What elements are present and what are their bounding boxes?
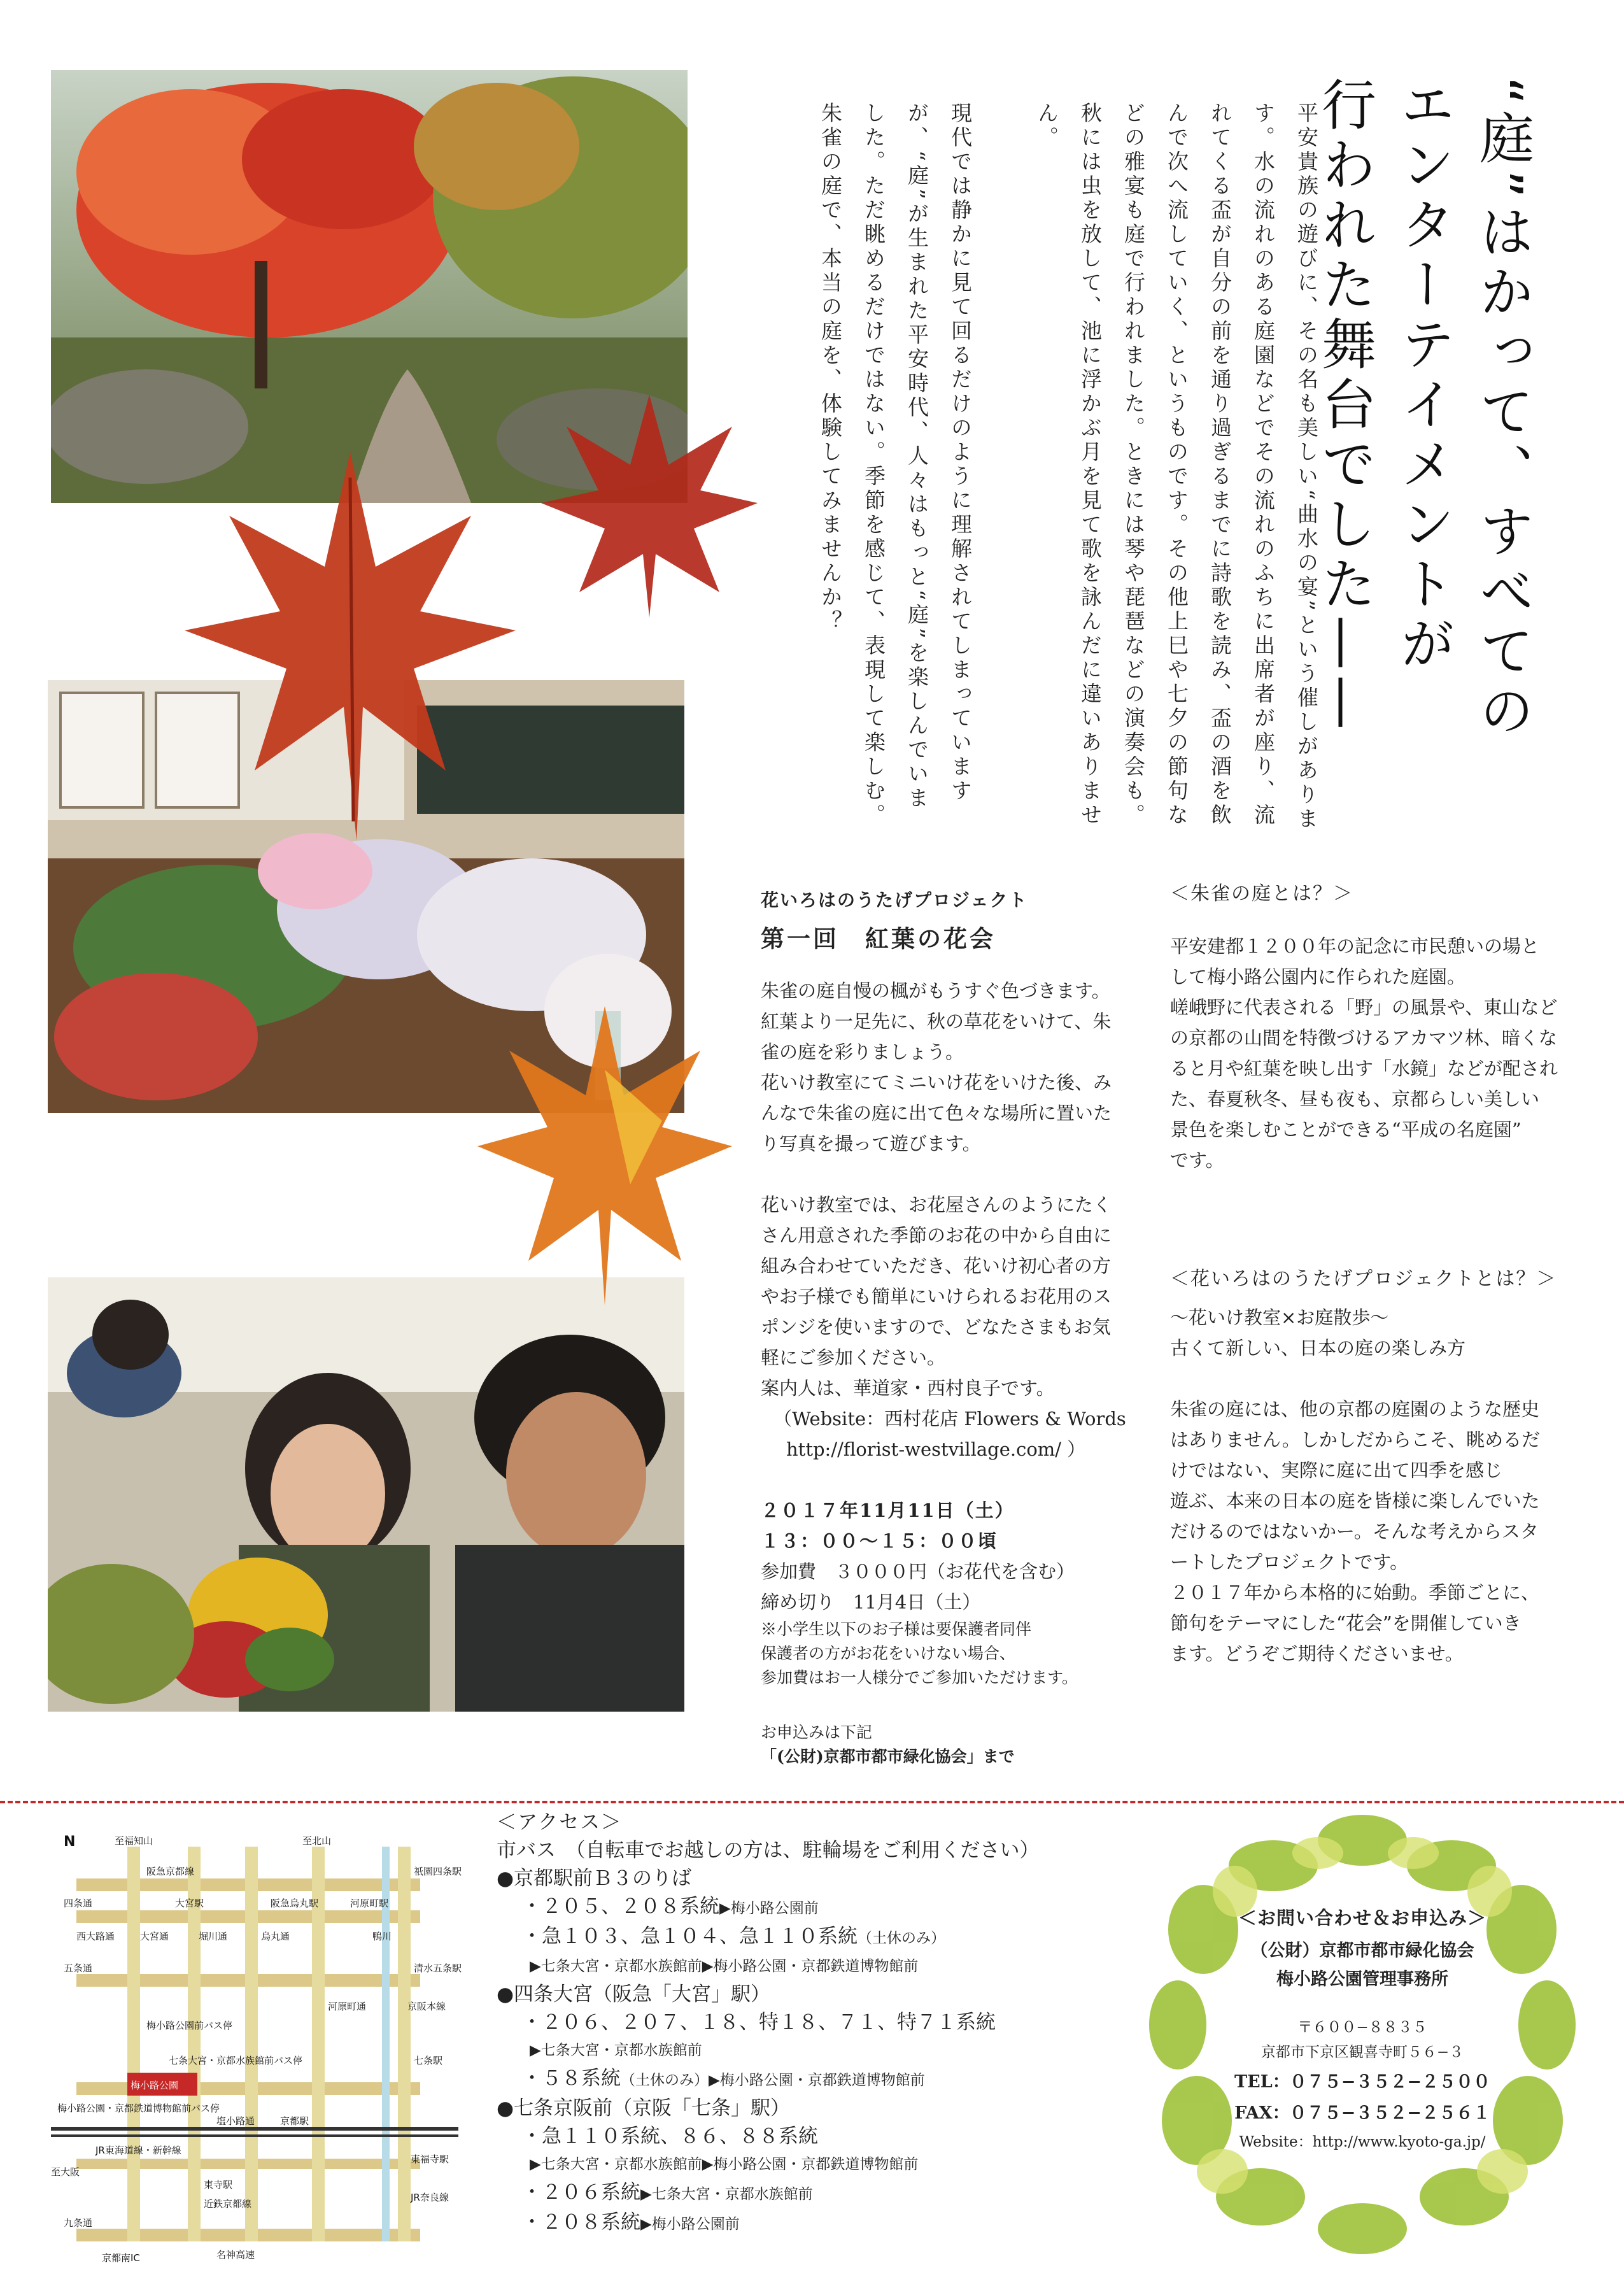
event-desc-line: 朱雀の庭自慢の楓がもうすぐ色づきます。 (761, 980, 1110, 1002)
map-label: 梅小路公園・京都鉄道博物館前バス停 (57, 2103, 220, 2114)
suzaku-line: です。 (1170, 1149, 1224, 1171)
map-label: 七条駅 (414, 2055, 443, 2066)
map-label: 大宮通 (140, 1931, 169, 1942)
flower-arranging-people-photo (48, 1277, 684, 1712)
event-time: １３：００〜１５：００頃 (761, 1530, 998, 1552)
route-list: ・５８系統 (522, 2067, 621, 2090)
headline-line-3: 行われた舞台でした—— (1312, 76, 1376, 735)
route-dest: ▶七条大宮・京都水族館前 (530, 2042, 702, 2059)
contact-fax: FAX：０７５−３５２−２５６１ (1234, 2103, 1490, 2123)
intro-text (808, 102, 1328, 834)
map-label: 清水五条駅 (414, 1963, 462, 1974)
suzaku-line: た、春夏秋冬、昼も夜も、京都らしい美しい (1170, 1088, 1540, 1110)
bus-stop-2: ●四条大宮（阪急「大宮」駅） (497, 1983, 771, 2006)
map-label: 京都駅 (280, 2115, 309, 2127)
access-heading: ＜アクセス＞ (497, 1811, 623, 1834)
headline (1304, 76, 1541, 853)
route-list: ・２０６、２０７、１８、特１８、７１、特７１系統 (522, 2011, 996, 2034)
maple-leaf-icon (535, 382, 764, 624)
map-label: 四条通 (64, 1898, 93, 1909)
map-label: 至福知山 (115, 1835, 153, 1847)
map-label: 九条通 (64, 2217, 93, 2229)
route-list: ・急１１０系統、８６、８８系統 (522, 2125, 818, 2148)
project-line: 朱雀の庭には、他の京都の庭園のような歴史 (1170, 1398, 1540, 1420)
map-park-label: 梅小路公園 (131, 2080, 179, 2091)
headline-line-2: エンターテイメントが (1391, 76, 1455, 675)
map-label: 河原町通 (328, 2001, 367, 2012)
contact-zip: 〒６００−８８３５ (1297, 2019, 1427, 2036)
contact-org: （公財）京都市都市緑化協会 (1250, 1941, 1474, 1961)
website-url[interactable]: http://florist-westvillage.com/ ） (786, 1438, 1086, 1460)
route-note: （土休のみ） (858, 1930, 945, 1947)
event-date: ２０１７年11月11日（土） (761, 1500, 1015, 1521)
project-line: 節句をテーマにした“花会”を開催していき (1170, 1612, 1522, 1634)
map-north-label: N (64, 1834, 76, 1850)
apply-line-1: お申込みは下記 (761, 1723, 873, 1742)
website-line: （Website：西村花店 Flowers & Words (773, 1408, 1126, 1430)
route-note: （土休のみ） (621, 2072, 709, 2089)
project-heading: ＜花いろはのうたげプロジェクトとは？＞ (1170, 1268, 1557, 1290)
maple-leaf-icon (172, 439, 528, 847)
event-desc-line: ポンジを使いますので、どなたさまもお気 (761, 1316, 1111, 1338)
route-list: ・２０８系統 (522, 2211, 640, 2234)
map-label: 塩小路通 (216, 2115, 255, 2127)
map-label: 堀川通 (199, 1931, 228, 1942)
contact-heading: ＜お問い合わせ＆お申込み＞ (1238, 1907, 1486, 1929)
suzaku-line: 景色を楽しむことができる“平成の名庭園” (1170, 1119, 1522, 1140)
map-label: JR奈良線 (411, 2192, 449, 2203)
maple-leaf-icon (471, 993, 738, 1312)
map-label: 河原町駅 (350, 1898, 389, 1909)
map-label: 名神高速 (216, 2249, 255, 2261)
map-label: 近鉄京都線 (204, 2198, 252, 2210)
suzaku-line: の京都の山間を特徴づけるアカマツ林、暗くな (1170, 1027, 1557, 1049)
bus-stop-1: ●京都駅前Ｂ３のりば (497, 1867, 692, 1890)
event-desc-line: 紅葉より一足先に、秋の草花をいけて、朱 (761, 1011, 1112, 1032)
project-line: けではない、実際に庭に出て四季を感じ (1170, 1459, 1503, 1481)
route-dest: ▶七条大宮・京都水族館前▶梅小路公園・京都鉄道博物館前 (530, 2156, 919, 2173)
map-label: 京都南IC (102, 2252, 140, 2264)
intro-paragraph-2: 現代では静かに見て回るだけのように理解されてしまっていますが、“庭”が生まれた平安時代、人々はもっと“庭”を楽しんでいました。ただ眺めるだけではない。季節を感じて、表現して楽しむ。朱雀の庭で、本当の庭を、体験してみませんか？ (818, 102, 973, 828)
map-label: 祇園四条駅 (414, 1866, 462, 1877)
project-subtitle: 〜花いけ教室×お庭散歩〜 (1170, 1307, 1389, 1328)
suzaku-line: 平安建都１２００年の記念に市民憩いの場と (1170, 935, 1540, 957)
map-label: 京阪本線 (407, 2001, 446, 2012)
map-label: 至北山 (302, 1835, 332, 1847)
map-label: 東寺駅 (204, 2179, 233, 2190)
event-desc-line: 雀の庭を彩りましょう。 (761, 1041, 964, 1063)
access-section (497, 1808, 1133, 2238)
map-label: 烏丸通 (261, 1931, 290, 1942)
suzaku-section (1170, 879, 1578, 1175)
contact-office: 梅小路公園管理事務所 (1276, 1970, 1448, 1989)
map-label: 東福寺駅 (411, 2154, 449, 2165)
event-details (761, 885, 1143, 1769)
event-desc-line: 花いけ教室にてミニいけ花をいけた後、み (761, 1072, 1112, 1093)
route-dest: ▶梅小路公園・京都鉄道博物館前 (709, 2072, 925, 2089)
map-label: 阪急京都線 (146, 1866, 195, 1877)
event-deadline: 締め切り 11月4日（土） (761, 1591, 981, 1613)
suzaku-line: ると月や紅葉を映し出す「水鏡」などが配され (1170, 1058, 1558, 1079)
suzaku-heading: ＜朱雀の庭とは？＞ (1170, 883, 1353, 905)
project-line: ートしたプロジェクトです。 (1170, 1551, 1409, 1573)
headline-line-1: “庭”はかって、すべての (1470, 76, 1534, 742)
map-label: 梅小路公園前バス停 (146, 2020, 233, 2031)
route-dest: ▶梅小路公園前 (640, 2216, 740, 2233)
bus-intro: 市バス （自転車でお越しの方は、駐輪場をご利用ください） (497, 1839, 1040, 1862)
event-desc-line: り写真を撮って遊びます。 (761, 1133, 981, 1154)
event-title: 第一回 紅葉の花会 (761, 925, 996, 953)
event-desc-line: 花いけ教室では、お花屋さんのようにたく (761, 1194, 1112, 1216)
access-map (51, 1834, 462, 2267)
section-divider (0, 1801, 1624, 1803)
route-list: ・２０５、２０８系統 (522, 1895, 719, 1918)
project-section (1170, 1264, 1578, 1669)
event-note: 保護者の方がお花をいけない場合、 (761, 1644, 1016, 1663)
map-label: 鴨川 (372, 1931, 392, 1942)
project-line: だけるのではないかー。そんな考えからスタ (1170, 1521, 1539, 1542)
contact-section (1197, 1904, 1528, 2151)
contact-tel[interactable]: TEL：０７５−３５２−２５００ (1234, 2072, 1490, 2092)
suzaku-line: して梅小路公園内に作られた庭園。 (1170, 966, 1466, 988)
event-desc-line: さん用意された季節のお花の中から自由に (761, 1225, 1112, 1246)
route-dest: ▶七条大宮・京都水族館前 (640, 2186, 813, 2203)
bus-stop-3: ●七条京阪前（京阪「七条」駅） (497, 2097, 791, 2120)
apply-line-2: 「(公財)京都市都市緑化協会」まで (761, 1747, 1015, 1766)
map-label: 七条大宮・京都水族館前バス停 (169, 2055, 303, 2066)
event-desc-line: 組み合わせていただき、花いけ初心者の方 (761, 1255, 1111, 1277)
event-note: 参加費はお一人様分でご参加いただけます。 (761, 1668, 1078, 1687)
map-label: JR東海道線・新幹線 (95, 2145, 181, 2156)
event-note: ※小学生以下のお子様は要保護者同伴 (761, 1620, 1032, 1638)
project-line: はありません。しかしだからこそ、眺めるだ (1170, 1429, 1541, 1451)
route-list: ・急１０３、急１０４、急１１０系統 (522, 1925, 858, 1948)
map-label: 阪急烏丸駅 (271, 1898, 319, 1909)
project-label: 花いろはのうたげプロジェクト (761, 890, 1028, 911)
event-desc-line: んなで朱雀の庭に出て色々な場所に置いた (761, 1102, 1112, 1124)
contact-website[interactable]: Website：http://www.kyoto-ga.jp/ (1239, 2134, 1486, 2150)
route-dest: ▶七条大宮・京都水族館前▶梅小路公園・京都鉄道博物館前 (530, 1958, 919, 1975)
event-desc-line: 軽にご参加ください。 (761, 1347, 946, 1368)
map-label: 大宮駅 (175, 1898, 204, 1909)
project-line: ます。どうぞご期待くださいませ。 (1170, 1643, 1464, 1665)
intro-paragraph-1: 平安貴族の遊びに、その名も美しい“曲水の宴”という催しがあります。水の流れのある庭園などでその流れのふちに出席者が座り、流れてくる盃が自分の前を通り過ぎるまでに詩歌を読み、盃の酒を飲んで次へ流していく、というものです。その他上巳や七夕の節句などの雅宴も庭で行われました。ときには琴や琵琶などの演奏会も。秋には虫を放して、池に浮かぶ月を見て歌を詠んだに違いありません。 (1034, 102, 1319, 832)
suzaku-line: 嵯峨野に代表される「野」の風景や、東山など (1170, 997, 1558, 1018)
project-subtitle: 古くて新しい、日本の庭の楽しみ方 (1170, 1337, 1466, 1359)
event-desc-line: やお子様でも簡単にいけられるお花用のス (761, 1286, 1112, 1307)
contact-address: 京都市下京区観喜寺町５６−３ (1260, 2044, 1464, 2061)
event-desc-line: 案内人は、華道家・西村良子です。 (761, 1377, 1055, 1399)
map-label: 至大阪 (51, 2166, 80, 2178)
project-line: ２０１７年から本格的に始動。季節ごとに、 (1170, 1582, 1540, 1603)
route-dest: ▶梅小路公園前 (719, 1900, 819, 1917)
project-line: 遊ぶ、本来の日本の庭を皆様に楽しんでいた (1170, 1490, 1540, 1512)
route-list: ・２０６系統 (522, 2181, 640, 2204)
event-fee: 参加費 ３０００円（お花代を含む） (761, 1561, 1075, 1582)
map-label: 五条通 (64, 1963, 93, 1974)
map-label: 西大路通 (76, 1931, 115, 1942)
